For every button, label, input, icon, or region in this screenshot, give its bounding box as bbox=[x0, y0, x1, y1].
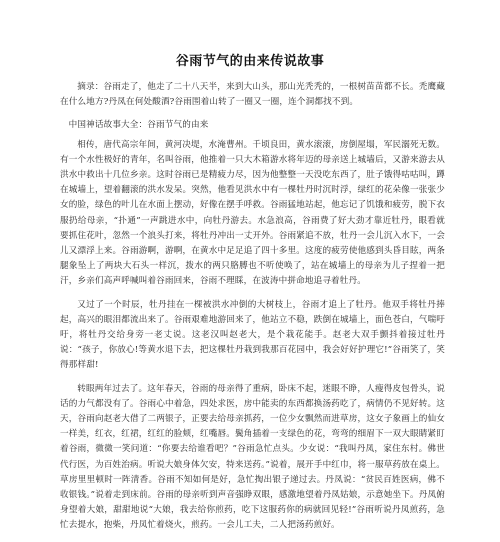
section-heading: 中国神话故事大全：谷雨节气的由来 bbox=[68, 120, 209, 131]
article-body bbox=[60, 80, 445, 542]
body-paragraph: 相传，唐代高宗年间，黄河决堤，水淹曹州。千顷良田，黄水滚滚，房倒屋塌，军民溺死无数。有一个水性极好的青年，名叫谷雨，他推着一只大木箱游水将年迈的母亲送上城墙后，又游来游去从洪水中救出十几位乡亲。这时谷雨已是精疲力尽，因为他整整一天没吃东西了，肚子饿得咕咕叫，蹲在城墙上，望着翻滚的洪水发呆。突然，他看见洪水中有一棵牡丹时沉时浮，绿红的花朵像一张张少女的脸，绿色的叶儿在水面上摆动，好像在摆手呼救。谷雨猛地站起，他忘记了饥饿和疲劳，脱下衣服扔给母亲，“扑通”一声跳进水中，向牡丹游去。水急浪高，谷雨费了好大劲才靠近牡丹，眼看就要抓住花叶，忽然一个浪头打来，将牡丹冲出一丈开外。谷雨紧追不放，牡丹一会儿沉入水下，一会儿又漂浮上来。谷雨游啊，游啊，在黄水中足足追了四十多里。这度的疲劳使他感到头昏目眩，两条腿象坠上了两块大石头一样沉，拨水的两只胳膊也不听使唤了，站在城墙上的母亲为儿子捏着一把汗，乡亲们高声呼喊叫着谷雨回来，谷雨不理睬，在波涛中拼命地追寻着牡丹。 bbox=[60, 139, 445, 287]
body-paragraph: 又过了一个时辰，牡丹挂在一棵被洪水冲倒的大树枝上，谷雨才追上了牡丹。他双手将牡丹捧起，高兴的眼泪都流出来了。谷雨艰难地游回来了，他站立不稳，跌倒在城墙上，面色苍白，气喘吁吁，将牡丹交给身旁一老丈说。这老汉叫赵老大，是个栽花能手。赵老大双手颤抖着接过牡丹说：“孩子，你放心!等黄水退下去，把这棵牡丹栽到我那百花园中，我会好好护理它!”谷雨笑了，笑得那样甜! bbox=[60, 299, 445, 371]
page-title: 谷雨节气的由来传说故事 bbox=[175, 54, 325, 69]
abstract-paragraph: 摘录：谷雨走了，他走了二十八天半，来到大山头，那山光秃秃的，一根树苗苗都不长。禿鹰藏在什么地方?丹凤在何处酸酒?谷雨围着山转了一圈又一圈，连个洞都找不到。 bbox=[60, 82, 445, 108]
body-paragraph: 转眼两年过去了。这年春天，谷雨的母亲得了重病，卧床不起，迷眼不睁，人瘦得皮包骨头，说话的力气都没有了。谷雨心中着急，四处求医，房中能卖的东西都换汤药吃了，病情仍不见好转。这天，谷雨向赵老大借了二两银子，正要去给母亲抓药，一位少女飘然而进草房，这女子象画上的仙女一样美，红衣，红裙，红红的脸颊，红嘴唇。鬓角插着一支绿色的花，弯弯的细眉下一双大眼睛紧盯着谷雨，微微一笑问道：“你要去给谁看吧？”谷雨急忙点头。少女说：“我叫丹凤，家住东村。佛世代行医，为百姓治病。听说大娘身体欠安，特来送药。”说着，展开手中红巾，将一服草药放在桌上。草房里里顿时一阵清香。谷雨不知如何是好，急忙掏出银子递过去。丹凤说：“贫民百姓医病，佛不收银钱。”说着走到床前。谷雨的母亲听到声音强睁双眼，感激地望着丹凤姑娘，示意她坐下。丹凤俯身望着大娘，甜甜地说“大娘，我去给你煎药，吃下这服药你的病就回见轻!”谷雨听说丹凤煎药，急忙去提水，抱柴，丹凤忙着烧火，煎药。一会儿工夫，二人把汤药煎好。 bbox=[60, 383, 445, 531]
